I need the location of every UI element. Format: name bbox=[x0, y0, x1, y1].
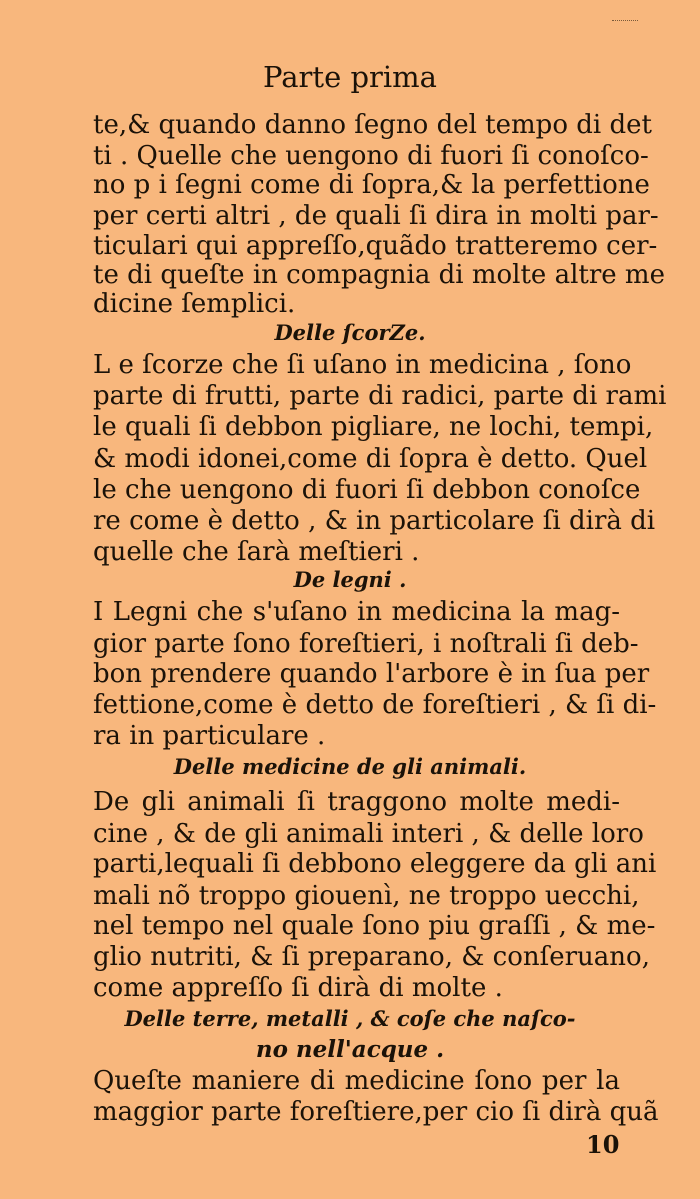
section-heading: De legni . bbox=[293, 567, 407, 592]
text-line: maggior parte foreſtiere,per cio ſi dirà quã bbox=[93, 1097, 659, 1127]
text-line: fettione,come è detto de foreſtieri , & ſi di- bbox=[93, 690, 657, 720]
text-line: mali nõ troppo giouenì, ne troppo uecchi, bbox=[93, 881, 640, 911]
text-line: ticulari qui appreſſo,quãdo tratteremo cer- bbox=[93, 231, 658, 261]
text-line: dicine ſemplici. bbox=[93, 289, 296, 319]
text-line: le che uengono di fuori ſi debbon conoſce bbox=[93, 475, 641, 505]
section-heading: Delle ſcorZe. bbox=[274, 320, 426, 345]
text-line: le quali ſi debbon pigliare, ne lochi, tempi, bbox=[93, 412, 654, 442]
text-line: Queſte maniere di medicine ſono per la bbox=[93, 1066, 620, 1096]
text-line: te di queſte in compagnia di molte altre me bbox=[93, 260, 665, 290]
text-line: per certi altri , de quali ſi dira in molti par- bbox=[93, 201, 659, 231]
text-line: I Legni che s'uſano in medicina la mag- bbox=[93, 597, 620, 627]
text-line: bon prendere quando l'arbore è in ſua per bbox=[93, 659, 650, 689]
corner-mark bbox=[612, 20, 638, 21]
text-line: cine , & de gli animali interi , & delle loro bbox=[93, 819, 644, 849]
text-line: quelle che ſarà meſtieri . bbox=[93, 537, 420, 567]
text-line: glio nutriti, & ſi preparano, & conſeruano, bbox=[93, 942, 650, 972]
text-line: re come è detto , & in particolare ſi dirà di bbox=[93, 506, 656, 536]
text-line: De gli animali ſi traggono molte medi- bbox=[93, 787, 620, 817]
text-line: gior parte ſono foreſtieri, i noſtrali ſi deb- bbox=[93, 629, 639, 659]
text-line: parte di frutti, parte di radici, parte di rami bbox=[93, 381, 667, 411]
text-line: L e ſcorze che ſi uſano in medicina , ſono bbox=[93, 350, 632, 380]
text-line: parti,lequali ſi debbono eleggere da gli ani bbox=[93, 849, 657, 879]
text-line: & modi idonei,come di ſopra è detto. Quel bbox=[93, 444, 648, 474]
text-line: te,& quando danno ſegno del tempo di det bbox=[93, 110, 652, 140]
text-line: nel tempo nel quale ſono piu graſſi , & me- bbox=[93, 911, 656, 941]
page-number: 10 bbox=[586, 1130, 620, 1159]
running-head: Parte prima bbox=[263, 60, 437, 94]
section-subheading: no nell'acque . bbox=[255, 1036, 445, 1063]
text-line: no p i ſegni come di ſopra,& la perfettione bbox=[93, 170, 650, 200]
section-heading: Delle terre, metalli , & coſe che naſco- bbox=[124, 1006, 576, 1031]
text-line: come appreſſo ſi dirà di molte . bbox=[93, 973, 503, 1003]
text-line: ra in particulare . bbox=[93, 721, 326, 751]
text-line: ti . Quelle che uengono di fuori ſi conoſco- bbox=[93, 141, 649, 171]
section-heading: Delle medicine de gli animali. bbox=[173, 754, 527, 779]
